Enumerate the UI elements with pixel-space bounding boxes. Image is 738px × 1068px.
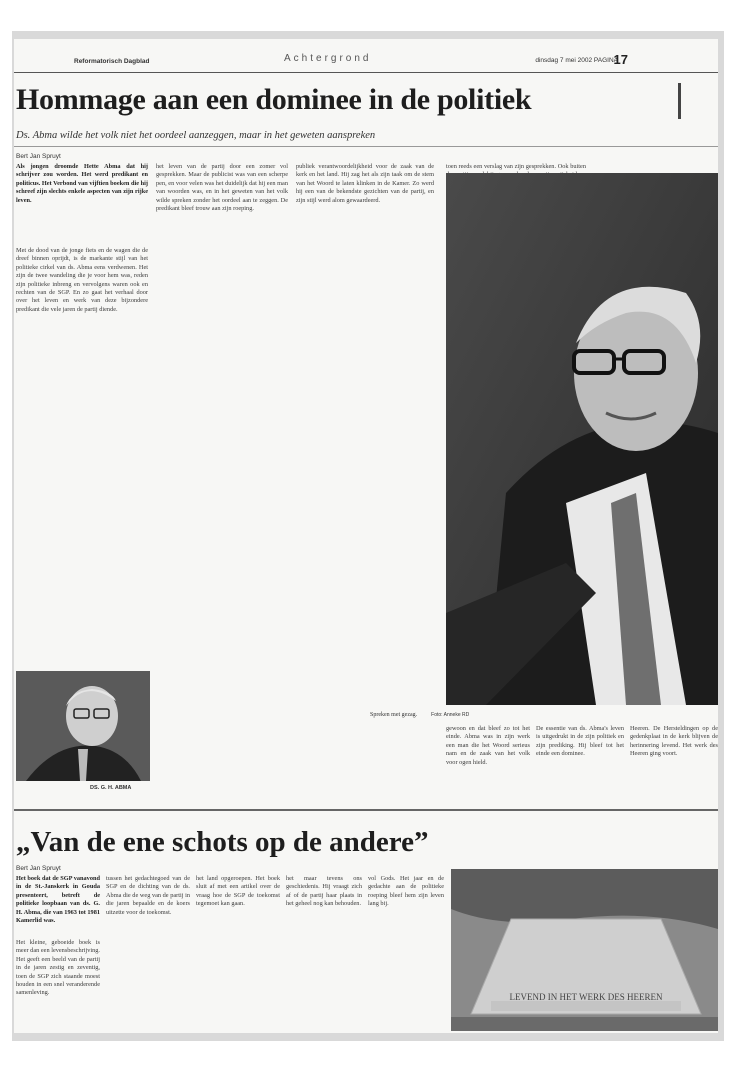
- second-article-byline: Bert Jan Spruyt: [16, 865, 61, 872]
- header-rule: [14, 72, 718, 73]
- article-body-column-6: De essentie van ds. Abma's leven is uitgedrukt in de zijn politiek en zijn prediking. Hij bleef tot het einde een dominee.: [536, 725, 624, 758]
- subhead-rule: [14, 146, 718, 147]
- gravestone-photo: [451, 869, 718, 1031]
- second-article-headline: „Van de ene schots op de andere”: [16, 826, 429, 858]
- second-article-column-2: tussen het gedachtegoed van de SGP en de dichting van de ds. Abma die de weg van de partij in die jaren bepaalde en de koers uitzette voor de toekomst.: [106, 875, 190, 916]
- second-article-lead: Het boek dat de SGP vanavond in de St.-Janskerk in Gouda presenteert, betreft de politieke loopbaan van ds. G. H. Abma, die van 1963 tot 1981 Kamerlid was.: [16, 875, 100, 925]
- article-body-column-4: toen reeds een verslag van zijn gesprekken. Ook buiten: [446, 163, 586, 170]
- newspaper-page: [14, 39, 718, 1033]
- portrait-caption: Spreken met gezag. Foto: Anneke RD: [370, 712, 470, 718]
- article-body-column-5: gewoon en dat bleef zo tot het einde. Abma was in zijn werk een man die het Woord serieus nam en de zaak van het volk voor ogen hield.: [446, 725, 530, 766]
- section-name: Achtergrond: [284, 53, 372, 64]
- page-header: [14, 39, 718, 73]
- second-article-column-3: het land opgeroepen. Het boek sluit af met een artikel over de vraag hoe de SGP de toekomst tegemoet kan gaan.: [196, 875, 280, 908]
- page-number: 17: [613, 52, 628, 67]
- header-date: dinsdag 7 mei 2002 PAGINA: [535, 57, 618, 64]
- portrait-photo-abma: [446, 173, 718, 705]
- article-body-column-3: publiek verantwoordelijkheid voor de zaak van de kerk en het land. Hij zag het als zijn taak om de stem van het Woord te laten klinken in de Kamer. Zo werd hij een van de bekendste gezichten van de partij, en zijn stijl werd alom gewaardeerd.: [296, 163, 434, 204]
- article-byline: Bert Jan Spruyt: [16, 153, 61, 160]
- paper-name: Reformatorisch Dagblad: [74, 58, 150, 65]
- article-body-column-2: het leven van de partij door een zomer vol gesprekken. Maar de publicist was van een scherpe pen, en voor velen was het duidelijk dat hij een man van woorden was, en in het geweten van het volk wilde spreken zonder het oordeel aan te zeggen. De predikant bleef trouw aan zijn roeping.: [156, 163, 288, 213]
- article-separator: [14, 809, 718, 811]
- second-article-column-4: het maar tevens ons geschiedenis. Hij vraagt zich af of de partij haar plaats in het geheel nog kan behouden.: [286, 875, 362, 908]
- second-article-column-5: vol Gods. Het jaar en de gedachte aan de politieke roeping bleef hem zijn leven lang bij.: [368, 875, 444, 908]
- small-portrait-photo: [16, 671, 150, 781]
- gravestone-inscription: LEVEND IN HET WERK DES HEEREN: [509, 992, 663, 1002]
- article-lead: Als jongen droomde Hette Abma dat hij schrijver zou worden. Het werd predikant en politicus. Het Verbond van vijftien boeken die hij schreef zijn slechts enkele aspecten van zijn rijke leven.: [16, 163, 148, 204]
- second-article-column-1: Het kleine, geboeide boek is meer dan een levensbeschrijving. Het geeft een beeld van de partij in de jaren zestig en zeventig, toen de SGP zich staande moest houden in een snel veranderende samenleving.: [16, 939, 100, 997]
- article-body-column-7: Heeren. De Hersteldingen op de gedenkplaat in de kerk blijven de herinnering levend. Het werk des Heeren ging voort.: [630, 725, 718, 758]
- article-body-column-1: Met de dood van de jonge fiets en de wagen die de dreef binnen oprijdt, is de markante stijl van het politieke cirkel van ds. Abma eens verdwenen. Het zijn de twee wandeling die je voor hem was, reden zijn politieke inbreng en vervolgens waren ook en rechten van de SGP. En zo gaat het verhaal door over het leven en werk van deze bijzondere predikant die vele jaren de partij diende.: [16, 247, 148, 313]
- headline-marker: [678, 83, 681, 119]
- article-headline: Hommage aan een dominee in de politiek: [16, 83, 532, 116]
- small-portrait-caption: DS. G. H. ABMA: [90, 785, 132, 791]
- article-subheadline: Ds. Abma wilde het volk niet het oordeel aanzeggen, maar in het geweten aanspreken: [16, 130, 376, 141]
